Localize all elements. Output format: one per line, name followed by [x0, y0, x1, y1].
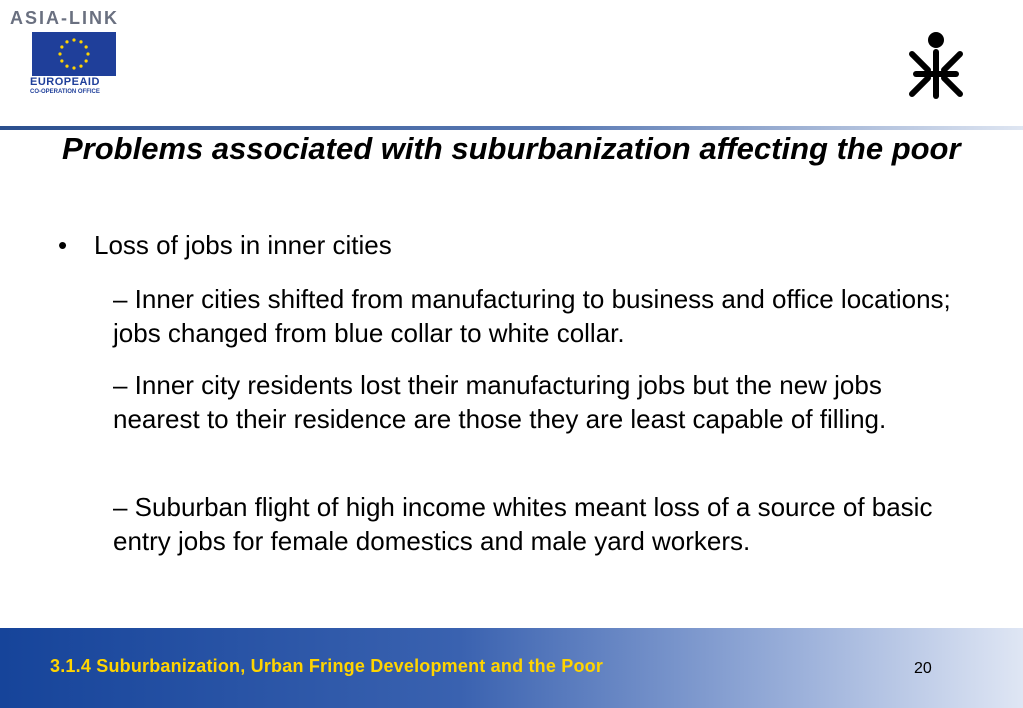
asia-link-europeaid-logo [6, 6, 136, 98]
eu-star-icon [60, 59, 63, 62]
eu-star-icon [79, 65, 82, 68]
slide-title: Problems associated with suburbanization affecting the poor [62, 131, 961, 166]
asia-link-logo-text: ASIA-LINK [10, 8, 119, 28]
bullet-text: Loss of jobs in inner cities [94, 230, 392, 260]
europeaid-logo-text: EUROPEAID [30, 76, 100, 88]
eu-stars-icon [32, 32, 116, 76]
europeaid-logo-subtext: CO-OPERATION OFFICE [30, 89, 100, 95]
eu-star-icon [58, 52, 61, 55]
eu-star-icon [65, 65, 68, 68]
page-number: 20 [914, 660, 932, 677]
eu-flag-icon [32, 32, 116, 76]
bullet-marker: • [58, 230, 68, 260]
eu-star-icon [60, 45, 63, 48]
footer-title: 3.1.4 Suburbanization, Urban Fringe Development and the Poor [50, 656, 604, 676]
footer-bar [0, 628, 1023, 708]
sub-point: – Inner city residents lost their manufacturing jobs but the new jobs nearest to their residence are those they are least capable of filling. [113, 370, 887, 434]
eu-star-icon [85, 45, 88, 48]
eu-star-icon [65, 40, 68, 43]
bullet-item [58, 228, 392, 262]
eu-star-icon [72, 66, 75, 69]
organization-emblem-icon [898, 30, 974, 102]
sub-point: – Suburban flight of high income whites meant loss of a source of basic entry jobs for female domestics and male yard workers. [113, 492, 933, 556]
eu-star-icon [72, 38, 75, 41]
eu-star-icon [79, 40, 82, 43]
eu-star-icon [85, 59, 88, 62]
eu-star-icon [86, 52, 89, 55]
sub-point: – Inner cities shifted from manufacturing to business and office locations; jobs changed from blue collar to white collar. [113, 284, 951, 348]
